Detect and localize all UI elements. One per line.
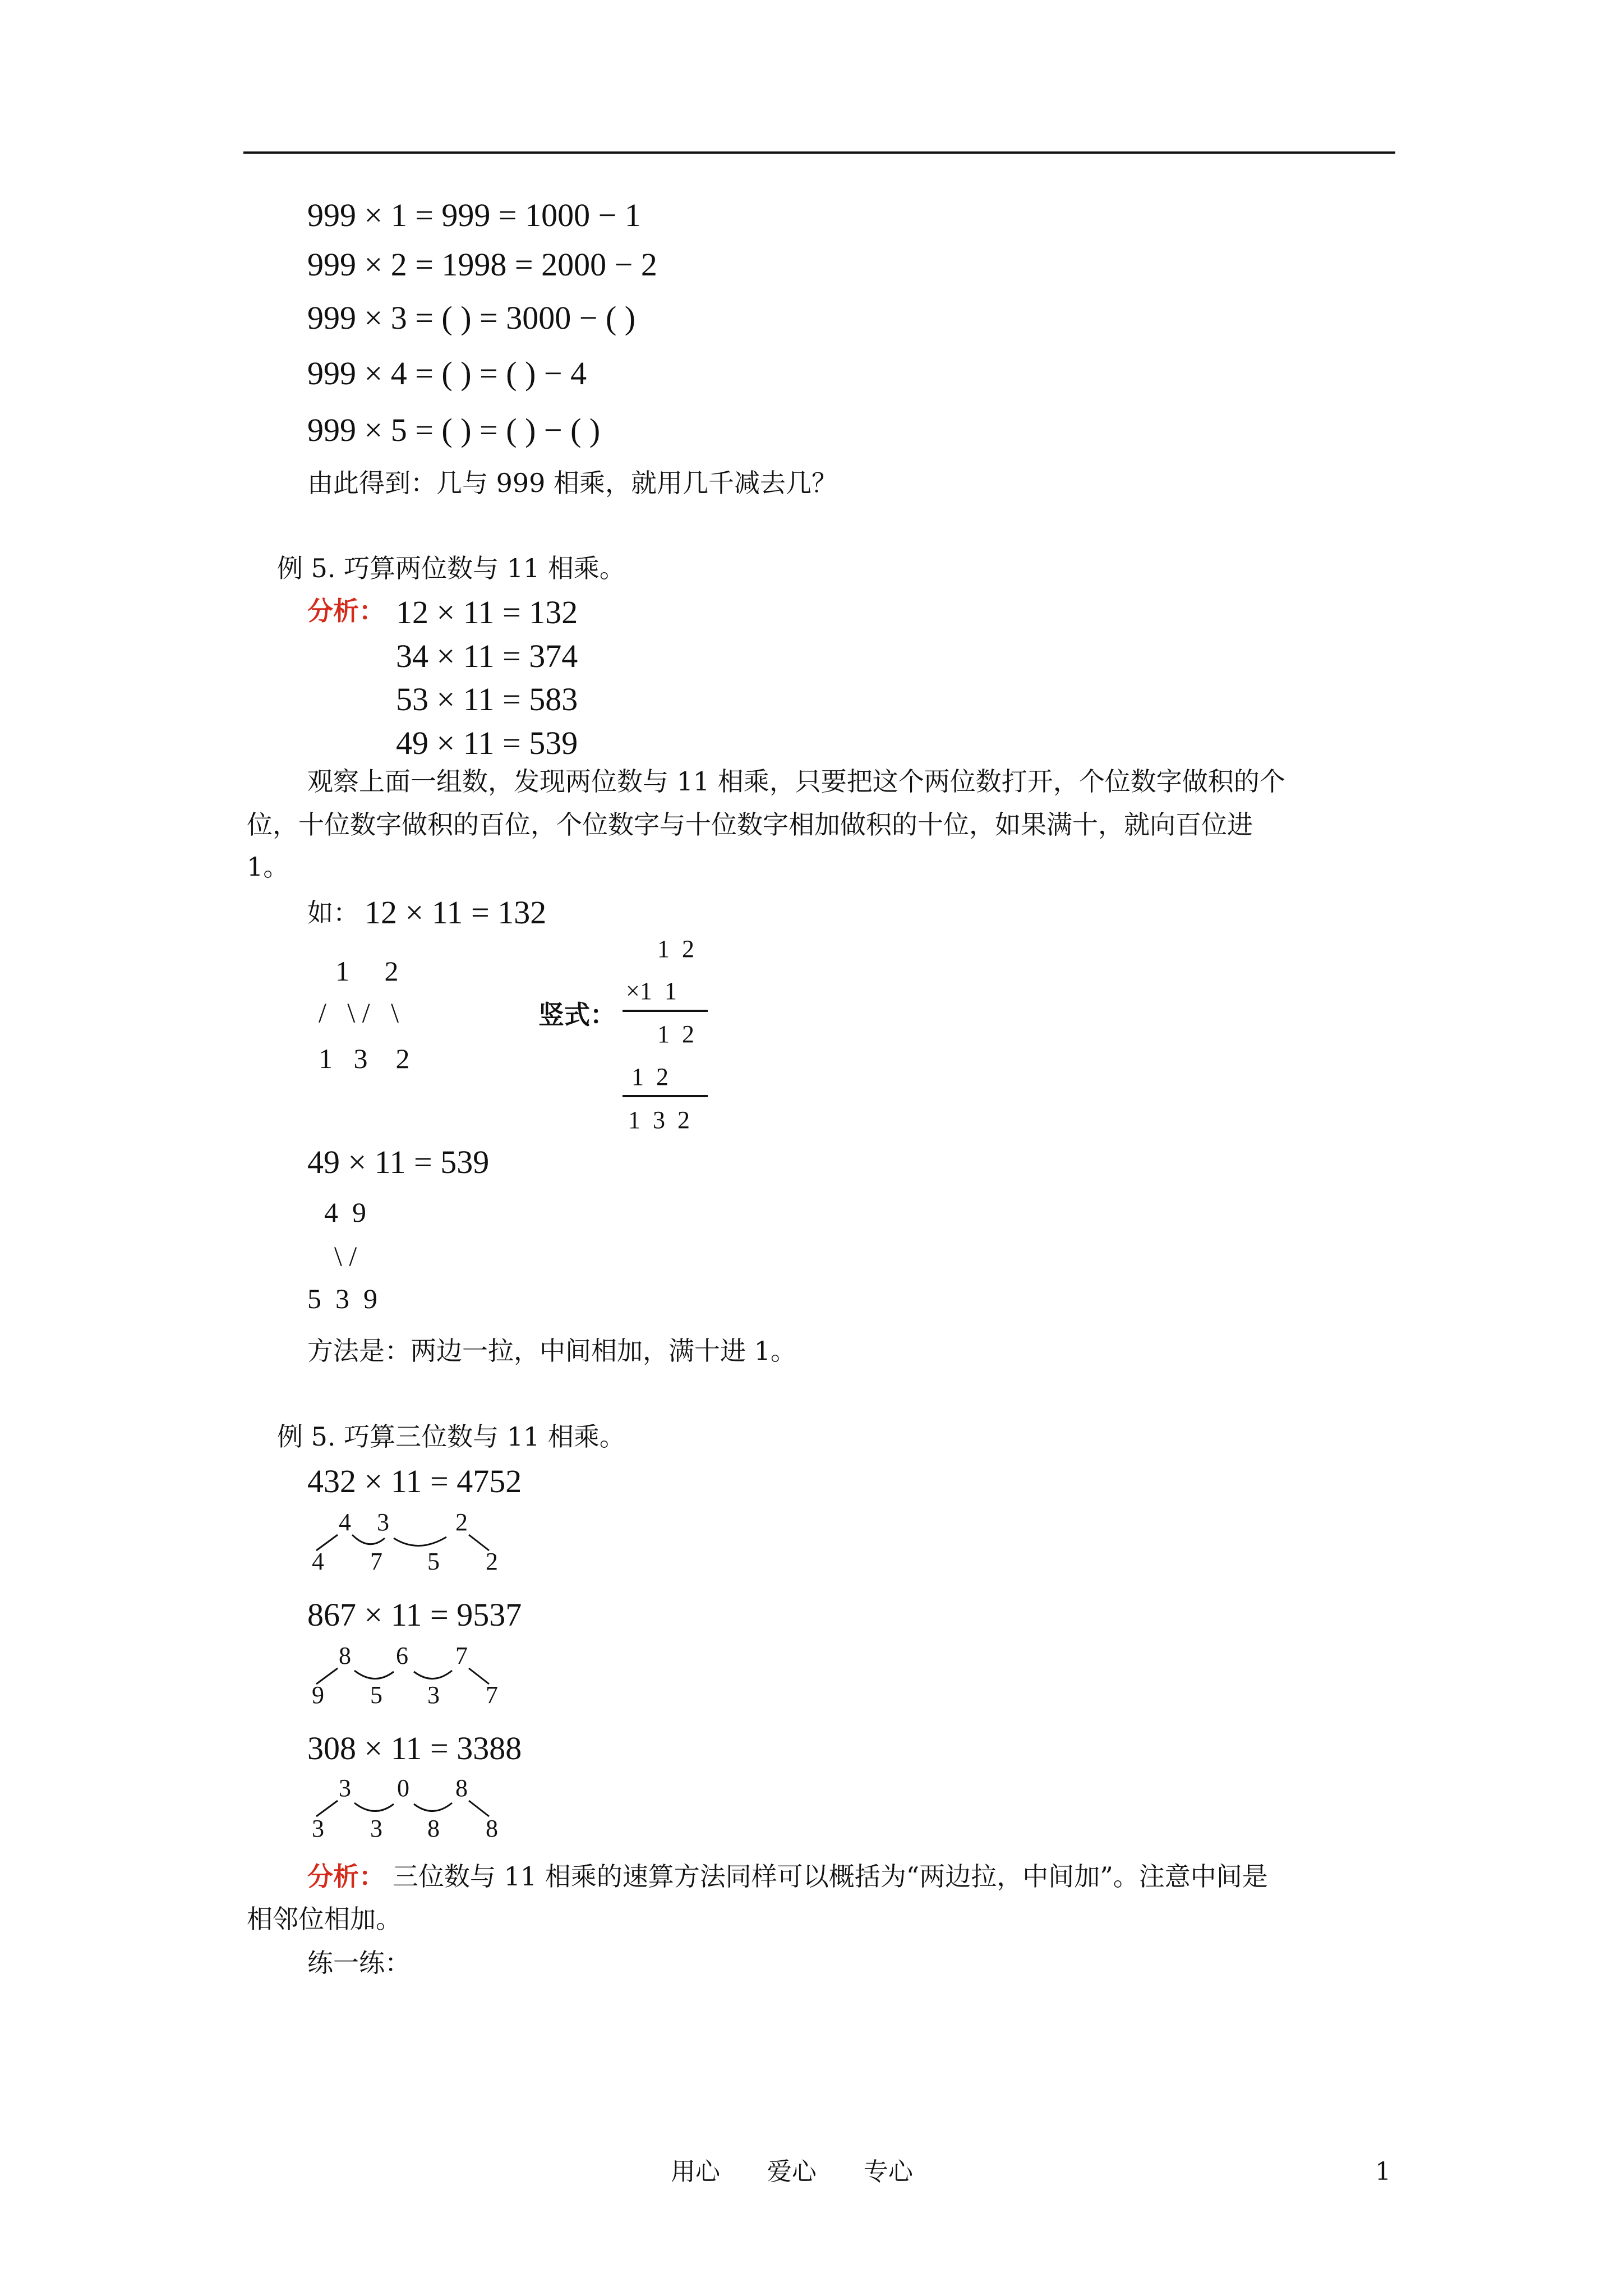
top-digit: 7 bbox=[455, 1642, 468, 1669]
equation-line: 49 × 11 = 539 bbox=[307, 1144, 490, 1180]
practice-label: 练一练： bbox=[307, 1948, 411, 1978]
conclusion-text: 由此得到：几与 999 相乘，就用几千减去几？ bbox=[307, 468, 838, 498]
equation-line: 12 × 11 = 132 bbox=[365, 894, 547, 931]
example-title: 例 5. 巧算三位数与 11 相乘。 bbox=[277, 1421, 625, 1452]
paragraph-line: 1。 bbox=[247, 852, 289, 882]
bottom-digit: 3 bbox=[312, 1815, 324, 1842]
page-number: 1 bbox=[1375, 2157, 1391, 2186]
top-digit: 3 bbox=[377, 1508, 389, 1536]
top-digit: 0 bbox=[397, 1774, 409, 1802]
paragraph-line: 观察上面一组数，发现两位数与 11 相乘，只要把这个两位数打开，个位数字做积的个 bbox=[307, 766, 1285, 797]
vertical-row: ×1 1 bbox=[626, 977, 677, 1005]
bottom-digit: 9 bbox=[312, 1681, 324, 1709]
split-arcs bbox=[312, 1515, 502, 1559]
split-bottom-digits: 5 3 9 bbox=[307, 1283, 377, 1314]
equation-line: 432 × 11 = 4752 bbox=[307, 1463, 522, 1499]
top-digit: 6 bbox=[396, 1642, 408, 1669]
equation-line: 49 × 11 = 539 bbox=[396, 725, 578, 761]
vertical-row: 1 3 2 bbox=[628, 1106, 690, 1134]
equation-line: 999 × 4 = ( ) = ( ) − 4 bbox=[307, 355, 587, 392]
bottom-digit: 8 bbox=[427, 1815, 440, 1842]
example-title: 例 5. 巧算两位数与 11 相乘。 bbox=[277, 553, 625, 583]
bottom-digit: 5 bbox=[427, 1548, 440, 1575]
ru-label: 如： bbox=[307, 898, 359, 928]
split-slashes: / \ / \ bbox=[319, 997, 399, 1028]
equation-line: 999 × 1 = 999 = 1000 − 1 bbox=[307, 197, 641, 233]
header-rule bbox=[243, 151, 1395, 154]
top-digit: 4 bbox=[339, 1508, 351, 1536]
split-arcs bbox=[312, 1780, 502, 1825]
split-bottom-digits: 1 3 2 bbox=[319, 1043, 410, 1074]
analysis-text: 相邻位相加。 bbox=[247, 1904, 402, 1934]
method-text: 方法是：两边一拉，中间相加，满十进 1。 bbox=[307, 1336, 796, 1366]
equation-line: 999 × 5 = ( ) = ( ) − ( ) bbox=[307, 412, 601, 448]
split-arcs bbox=[312, 1648, 502, 1693]
top-digit: 8 bbox=[455, 1774, 468, 1802]
split-top-digits: 4 9 bbox=[324, 1197, 366, 1228]
bottom-digit: 8 bbox=[486, 1815, 498, 1842]
bottom-digit: 7 bbox=[486, 1681, 498, 1709]
bottom-digit: 3 bbox=[427, 1681, 440, 1709]
footer-motto: 用心 爱心 专心 bbox=[671, 2157, 913, 2186]
vertical-row: 1 2 bbox=[631, 1063, 668, 1091]
top-digit: 8 bbox=[339, 1642, 351, 1669]
paragraph-line: 位，十位数字做积的百位，个位数字与十位数字相加做积的十位，如果满十，就向百位进 bbox=[247, 809, 1253, 840]
equation-line: 999 × 2 = 1998 = 2000 − 2 bbox=[307, 246, 657, 283]
split-top-digits: 1 2 bbox=[335, 955, 399, 987]
bottom-digit: 4 bbox=[312, 1548, 324, 1575]
analysis-label: 分析： bbox=[307, 596, 385, 626]
equation-line: 308 × 11 = 3388 bbox=[307, 1730, 522, 1766]
vertical-divider bbox=[623, 1010, 708, 1012]
equation-line: 34 × 11 = 374 bbox=[396, 638, 578, 674]
vertical-row: 1 2 bbox=[657, 1020, 694, 1048]
bottom-digit: 3 bbox=[370, 1815, 382, 1842]
analysis-text: 三位数与 11 相乘的速算方法同样可以概括为“两边拉，中间加”。注意中间是 bbox=[393, 1861, 1268, 1892]
vertical-row: 1 2 bbox=[657, 935, 694, 963]
bottom-digit: 5 bbox=[370, 1681, 382, 1709]
equation-line: 12 × 11 = 132 bbox=[396, 594, 578, 631]
split-slashes: \ / bbox=[334, 1240, 357, 1272]
equation-line: 867 × 11 = 9537 bbox=[307, 1596, 522, 1633]
vertical-divider bbox=[623, 1095, 708, 1097]
bottom-digit: 7 bbox=[370, 1548, 382, 1575]
vertical-label: 竖式： bbox=[538, 1000, 616, 1030]
equation-line: 53 × 11 = 583 bbox=[396, 681, 578, 717]
bottom-digit: 2 bbox=[486, 1548, 498, 1575]
analysis-label: 分析： bbox=[307, 1861, 385, 1892]
top-digit: 3 bbox=[339, 1774, 351, 1802]
equation-line: 999 × 3 = ( ) = 3000 − ( ) bbox=[307, 300, 636, 336]
top-digit: 2 bbox=[455, 1508, 468, 1536]
